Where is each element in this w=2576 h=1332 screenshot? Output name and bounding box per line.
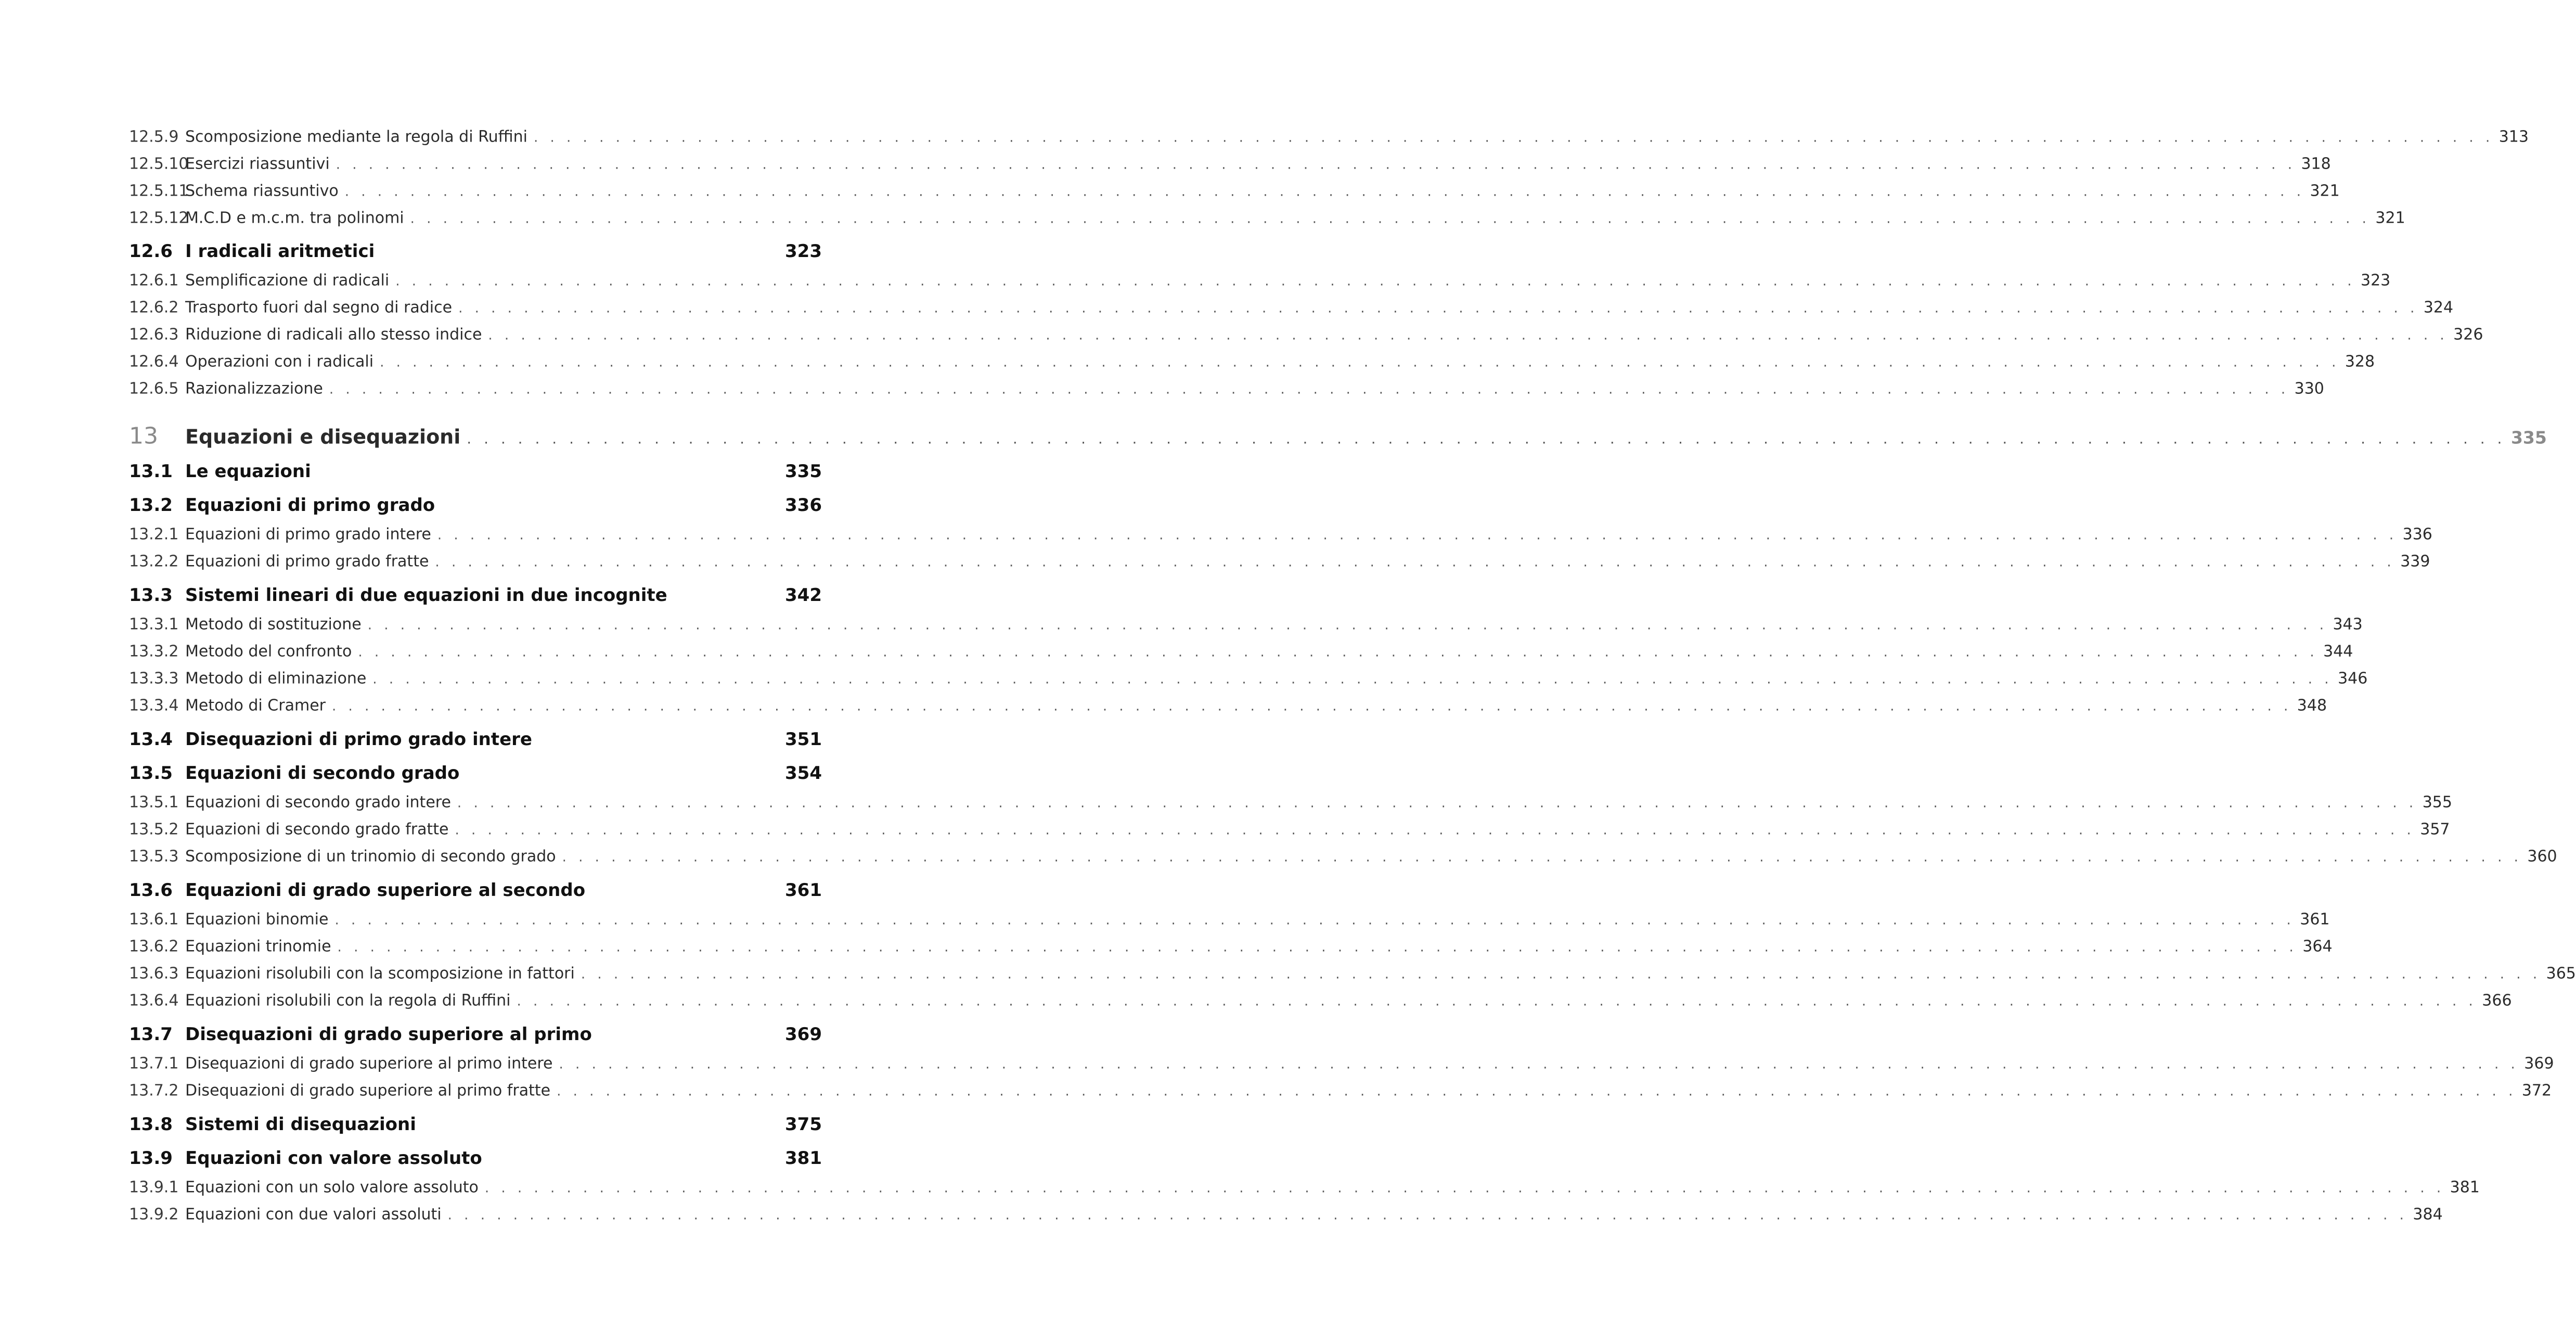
entry-title: Sistemi di disequazioni: [185, 1114, 416, 1135]
entry-page-number: 361: [785, 880, 822, 901]
entry-page-number: 318: [2301, 155, 2331, 173]
entry-number: 13.9: [129, 1148, 173, 1169]
entry-page-number: 323: [785, 241, 822, 262]
entry-number: 13.2: [129, 495, 173, 516]
entry-page-number: 335: [2510, 427, 2547, 448]
entry-number: 13.6.2: [129, 937, 179, 956]
toc-section-entry[interactable]: [129, 1148, 822, 1169]
entry-number: 13.5.2: [129, 820, 179, 839]
entry-page-number: 348: [2297, 696, 2327, 715]
entry-page-number: 369: [2524, 1054, 2554, 1073]
entry-page-number: 346: [2338, 669, 2368, 688]
entry-title: Metodo di eliminazione: [185, 669, 367, 688]
entry-page-number: 344: [2323, 642, 2353, 661]
entry-number: 12.5.12: [129, 209, 189, 227]
dot-leader: . . . . . . . . . . . . . . . . . . . . . . . . . . . . . . . . . . . . . . . . . . . . . . . . . . . . . . . . . . . . . . . . . . . . . . . . . . . . . . . . . . . . . . . . . . . . . . . . . . . . . . . . . . . . . . . . . . . . . . . .: [517, 993, 2477, 1009]
entry-number: 12.6: [129, 241, 173, 262]
dot-leader: . . . . . . . . . . . . . . . . . . . . . . . . . . . . . . . . . . . . . . . . . . . . . . . . . . . . . . . . . . . . . . . . . . . . . . . . . . . . . . . . . . . . . . . . . . . . . . . . . . . . . . . . . . . . . . . . . . . . . . . .: [395, 273, 2355, 289]
entry-title: Equazioni di secondo grado: [185, 763, 460, 784]
entry-title: Le equazioni: [185, 461, 311, 482]
toc-section-entry[interactable]: [129, 880, 822, 901]
toc-section-entry[interactable]: [129, 241, 822, 262]
entry-page-number: 372: [2521, 1081, 2552, 1100]
entry-title: Scomposizione mediante la regola di Ruffini: [185, 127, 527, 146]
entry-title: Disequazioni di primo grado intere: [185, 729, 532, 750]
entry-page-number: 343: [2333, 615, 2363, 634]
dot-leader: . . . . . . . . . . . . . . . . . . . . . . . . . . . . . . . . . . . . . . . . . . . . . . . . . . . . . . . . . . . . . . . . . . . . . . . . . . . . . . . . . . . . . . . . . . . . . . . . . . . . . . . . . . . . . . . . . . . . . . . .: [337, 939, 2298, 955]
entry-page-number: 351: [785, 729, 822, 750]
entry-title: Equazioni binomie: [185, 910, 329, 929]
entry-title: Schema riassuntivo: [185, 182, 339, 200]
entry-title: Equazioni trinomie: [185, 937, 331, 956]
toc-subsection-entry[interactable]: [129, 379, 2324, 398]
entry-title: Equazioni risolubili con la scomposizione in fattori: [185, 964, 575, 983]
dot-leader: . . . . . . . . . . . . . . . . . . . . . . . . . . . . . . . . . . . . . . . . . . . . . . . . . . . . . . . . . . . . . . . . . . . . . . . . . . . . . . . . . . . . . . . . . . . . . . . . . . . . . . . . . . . . . . . . . . . . . . . .: [380, 354, 2340, 370]
toc-subsection-entry[interactable]: [129, 820, 2450, 839]
toc-subsection-entry[interactable]: [129, 155, 2331, 173]
entry-number: 13.4: [129, 729, 173, 750]
entry-number: 12.6.1: [129, 271, 179, 290]
toc-subsection-entry[interactable]: [129, 182, 2340, 200]
dot-leader: . . . . . . . . . . . . . . . . . . . . . . . . . . . . . . . . . . . . . . . . . . . . . . . . . . . . . . . . . . . . . . . . . . . . . . . . . . . . . . . . . . . . . . . . . . . . . . . . . . . . . . . . . . . . . . . . . . . . . . . .: [484, 1180, 2445, 1196]
entry-page-number: 354: [785, 763, 822, 784]
entry-number: 13.7.2: [129, 1081, 179, 1100]
entry-title: Equazioni con un solo valore assoluto: [185, 1178, 479, 1197]
entry-title: Sistemi lineari di due equazioni in due incognite: [185, 585, 667, 606]
entry-page-number: 328: [2345, 352, 2375, 371]
toc-subsection-entry[interactable]: [129, 352, 2375, 371]
entry-number: 13.9.1: [129, 1178, 179, 1197]
toc-section-entry[interactable]: [129, 1024, 822, 1045]
toc-section-entry[interactable]: [129, 1114, 822, 1135]
entry-title: Equazioni con due valori assoluti: [185, 1205, 442, 1224]
entry-page-number: 324: [2423, 298, 2454, 317]
entry-page-number: 361: [2300, 910, 2330, 929]
entry-title: Disequazioni di grado superiore al primo fratte: [185, 1081, 551, 1100]
dot-leader: . . . . . . . . . . . . . . . . . . . . . . . . . . . . . . . . . . . . . . . . . . . . . . . . . . . . . . . . . . . . . . . . . . . . . . . . . . . . . . . . . . . . . . . . . . . . . . . . . . . . . . . . . . . . . . . . . . . . . . . .: [557, 1083, 2517, 1099]
entry-number: 13.6.1: [129, 910, 179, 929]
entry-title: Trasporto fuori dal segno di radice: [185, 298, 453, 317]
entry-page-number: 313: [2498, 127, 2529, 146]
entry-page-number: 335: [785, 461, 822, 482]
entry-title: Disequazioni di grado superiore al primo: [185, 1024, 592, 1045]
toc-subsection-entry[interactable]: [129, 1178, 2480, 1197]
entry-page-number: 330: [2294, 379, 2324, 398]
toc-subsection-entry[interactable]: [129, 696, 2327, 715]
entry-number: 12.5.9: [129, 127, 179, 146]
entry-title: Metodo di sostituzione: [185, 615, 362, 634]
toc-subsection-entry[interactable]: [129, 325, 2483, 344]
toc-subsection-entry[interactable]: [129, 1081, 2552, 1100]
entry-number: 13.7: [129, 1024, 173, 1045]
toc-subsection-entry[interactable]: [129, 209, 2405, 227]
dot-leader: . . . . . . . . . . . . . . . . . . . . . . . . . . . . . . . . . . . . . . . . . . . . . . . . . . . . . . . . . . . . . . . . . . . . . . . . . . . . . . . . . . . . . . . . . . . . . . . . . . . . . . . . . . . . . . . . . . . . . . . .: [367, 617, 2328, 633]
entry-number: 12.5.11: [129, 182, 189, 200]
entry-number: 13.5.1: [129, 793, 179, 812]
entry-title: Riduzione di radicali allo stesso indice: [185, 325, 482, 344]
entry-number: 13.3.4: [129, 696, 179, 715]
toc-subsection-entry[interactable]: [129, 642, 2353, 661]
entry-title: Metodo di Cramer: [185, 696, 326, 715]
entry-number: 12.6.3: [129, 325, 179, 344]
dot-leader: . . . . . . . . . . . . . . . . . . . . . . . . . . . . . . . . . . . . . . . . . . . . . . . . . . . . . . . . . . . . . . . . . . . . . . . . . . . . . . . . . . . . . . . . . . . . . . . . . . . . . . . . . . . . . . . . . . . . . . . .: [410, 211, 2371, 227]
toc-subsection-entry[interactable]: [129, 298, 2454, 317]
entry-title: I radicali aritmetici: [185, 241, 375, 262]
entry-number: 13.3.2: [129, 642, 179, 661]
dot-leader: . . . . . . . . . . . . . . . . . . . . . . . . . . . . . . . . . . . . . . . . . . . . . . . . . . . . . . . . . . . . . . . . . . . . . . . . . . . . . . . . . . . . . . . . . . . . . . . . . . . . . . . . . . . . . . . . . . . . . . . .: [437, 527, 2398, 543]
entry-title: Esercizi riassuntivi: [185, 155, 330, 173]
toc-section-entry[interactable]: [129, 461, 822, 482]
entry-title: Equazioni con valore assoluto: [185, 1148, 482, 1169]
entry-number: 12.6.5: [129, 379, 179, 398]
entry-title: Equazioni di primo grado fratte: [185, 552, 429, 571]
dot-leader: . . . . . . . . . . . . . . . . . . . . . . . . . . . . . . . . . . . . . . . . . . . . . . . . . . . . . . . . . . . . . . . . . . . . . . . . . . . . . . . . . . . . . . . . . . . . . . . . . . . . . . . . . . . . . . . . . . . . . . . .: [562, 849, 2522, 865]
entry-page-number: 364: [2302, 937, 2333, 956]
entry-title: M.C.D e m.c.m. tra polinomi: [185, 209, 404, 227]
toc-subsection-entry[interactable]: [129, 937, 2333, 956]
dot-leader: . . . . . . . . . . . . . . . . . . . . . . . . . . . . . . . . . . . . . . . . . . . . . . . . . . . . . . . . . . . . . . . . . . . . . . . . . . . . . . . . . . . . . . . . . . . . . . . . . . . . . . . . . . . . . . . . . . . . . . . .: [467, 430, 2506, 447]
entry-page-number: 357: [2420, 820, 2450, 839]
entry-title: Equazioni di secondo grado intere: [185, 793, 451, 812]
entry-number: 13: [129, 422, 158, 450]
entry-title: Metodo del confronto: [185, 642, 352, 661]
dot-leader: . . . . . . . . . . . . . . . . . . . . . . . . . . . . . . . . . . . . . . . . . . . . . . . . . . . . . . . . . . . . . . . . . . . . . . . . . . . . . . . . . . . . . . . . . . . . . . . . . . . . . . . . . . . . . . . . . . . . . . . .: [488, 327, 2449, 343]
entry-number: 13.6: [129, 880, 173, 901]
toc-section-entry[interactable]: [129, 495, 822, 516]
entry-number: 13.1: [129, 461, 173, 482]
toc-subsection-entry[interactable]: [129, 552, 2430, 571]
toc-subsection-entry[interactable]: [129, 793, 2452, 812]
dot-leader: . . . . . . . . . . . . . . . . . . . . . . . . . . . . . . . . . . . . . . . . . . . . . . . . . . . . . . . . . . . . . . . . . . . . . . . . . . . . . . . . . . . . . . . . . . . . . . . . . . . . . . . . . . . . . . . . . . . . . . . .: [457, 795, 2417, 811]
dot-leader: . . . . . . . . . . . . . . . . . . . . . . . . . . . . . . . . . . . . . . . . . . . . . . . . . . . . . . . . . . . . . . . . . . . . . . . . . . . . . . . . . . . . . . . . . . . . . . . . . . . . . . . . . . . . . . . . . . . . . . . .: [447, 1207, 2408, 1223]
dot-leader: . . . . . . . . . . . . . . . . . . . . . . . . . . . . . . . . . . . . . . . . . . . . . . . . . . . . . . . . . . . . . . . . . . . . . . . . . . . . . . . . . . . . . . . . . . . . . . . . . . . . . . . . . . . . . . . . . . . . . . . .: [559, 1056, 2519, 1072]
toc-subsection-entry[interactable]: [129, 991, 2512, 1010]
entry-page-number: 339: [2400, 552, 2430, 571]
entry-number: 12.5.10: [129, 155, 189, 173]
entry-page-number: 381: [785, 1148, 822, 1169]
dot-leader: . . . . . . . . . . . . . . . . . . . . . . . . . . . . . . . . . . . . . . . . . . . . . . . . . . . . . . . . . . . . . . . . . . . . . . . . . . . . . . . . . . . . . . . . . . . . . . . . . . . . . . . . . . . . . . . . . . . . . . . .: [358, 644, 2319, 660]
entry-number: 13.6.4: [129, 991, 179, 1010]
entry-number: 13.3.1: [129, 615, 179, 634]
toc-subsection-entry[interactable]: [129, 271, 2391, 290]
entry-title: Equazioni di primo grado: [185, 495, 435, 516]
entry-number: 12.6.4: [129, 352, 179, 371]
toc-subsection-entry[interactable]: [129, 1054, 2554, 1073]
entry-number: 13.3.3: [129, 669, 179, 688]
entry-page-number: 360: [2527, 847, 2557, 866]
toc-subsection-entry[interactable]: [129, 127, 2529, 146]
entry-number: 13.8: [129, 1114, 173, 1135]
toc-subsection-entry[interactable]: [129, 910, 2330, 929]
entry-page-number: 342: [785, 585, 822, 606]
entry-page-number: 355: [2422, 793, 2452, 812]
toc-chapter-entry[interactable]: [129, 422, 2547, 450]
entry-number: 13.5: [129, 763, 173, 784]
dot-leader: . . . . . . . . . . . . . . . . . . . . . . . . . . . . . . . . . . . . . . . . . . . . . . . . . . . . . . . . . . . . . . . . . . . . . . . . . . . . . . . . . . . . . . . . . . . . . . . . . . . . . . . . . . . . . . . . . . . . . . . .: [344, 184, 2305, 200]
dot-leader: . . . . . . . . . . . . . . . . . . . . . . . . . . . . . . . . . . . . . . . . . . . . . . . . . . . . . . . . . . . . . . . . . . . . . . . . . . . . . . . . . . . . . . . . . . . . . . . . . . . . . . . . . . . . . . . . . . . . . . . .: [329, 381, 2289, 398]
entry-title: Equazioni e disequazioni: [185, 425, 461, 449]
entry-page-number: 366: [2482, 991, 2512, 1010]
entry-page-number: 336: [785, 495, 822, 516]
entry-page-number: 384: [2413, 1205, 2443, 1224]
entry-title: Scomposizione di un trinomio di secondo grado: [185, 847, 556, 866]
toc-section-entry[interactable]: [129, 763, 822, 784]
entry-title: Equazioni di secondo grado fratte: [185, 820, 449, 839]
dot-leader: . . . . . . . . . . . . . . . . . . . . . . . . . . . . . . . . . . . . . . . . . . . . . . . . . . . . . . . . . . . . . . . . . . . . . . . . . . . . . . . . . . . . . . . . . . . . . . . . . . . . . . . . . . . . . . . . . . . . . . . .: [533, 130, 2494, 146]
entry-title: Equazioni di grado superiore al secondo: [185, 880, 586, 901]
entry-page-number: 323: [2360, 271, 2391, 290]
entry-number: 13.7.1: [129, 1054, 179, 1073]
dot-leader: . . . . . . . . . . . . . . . . . . . . . . . . . . . . . . . . . . . . . . . . . . . . . . . . . . . . . . . . . . . . . . . . . . . . . . . . . . . . . . . . . . . . . . . . . . . . . . . . . . . . . . . . . . . . . . . . . . . . . . . .: [455, 822, 2415, 838]
entry-page-number: 321: [2375, 209, 2405, 227]
toc-section-entry[interactable]: [129, 729, 822, 750]
dot-leader: . . . . . . . . . . . . . . . . . . . . . . . . . . . . . . . . . . . . . . . . . . . . . . . . . . . . . . . . . . . . . . . . . . . . . . . . . . . . . . . . . . . . . . . . . . . . . . . . . . . . . . . . . . . . . . . . . . . . . . . .: [581, 966, 2541, 982]
entry-number: 13.2.1: [129, 525, 179, 544]
entry-title: Operazioni con i radicali: [185, 352, 374, 371]
entry-title: Disequazioni di grado superiore al primo intere: [185, 1054, 553, 1073]
toc-subsection-entry[interactable]: [129, 847, 2557, 866]
entry-number: 13.6.3: [129, 964, 179, 983]
entry-page-number: 326: [2453, 325, 2483, 344]
dot-leader: . . . . . . . . . . . . . . . . . . . . . . . . . . . . . . . . . . . . . . . . . . . . . . . . . . . . . . . . . . . . . . . . . . . . . . . . . . . . . . . . . . . . . . . . . . . . . . . . . . . . . . . . . . . . . . . . . . . . . . . .: [336, 157, 2296, 173]
entry-title: Equazioni di primo grado intere: [185, 525, 431, 544]
toc-subsection-entry[interactable]: [129, 669, 2368, 688]
entry-page-number: 375: [785, 1114, 822, 1135]
entry-page-number: 336: [2402, 525, 2432, 544]
toc-subsection-entry[interactable]: [129, 525, 2432, 544]
entry-page-number: 381: [2450, 1178, 2480, 1197]
entry-number: 12.6.2: [129, 298, 179, 317]
dot-leader: . . . . . . . . . . . . . . . . . . . . . . . . . . . . . . . . . . . . . . . . . . . . . . . . . . . . . . . . . . . . . . . . . . . . . . . . . . . . . . . . . . . . . . . . . . . . . . . . . . . . . . . . . . . . . . . . . . . . . . . .: [334, 912, 2295, 928]
entry-number: 13.2.2: [129, 552, 179, 571]
entry-title: Equazioni risolubili con la regola di Ruffini: [185, 991, 511, 1010]
entry-number: 13.5.3: [129, 847, 179, 866]
dot-leader: . . . . . . . . . . . . . . . . . . . . . . . . . . . . . . . . . . . . . . . . . . . . . . . . . . . . . . . . . . . . . . . . . . . . . . . . . . . . . . . . . . . . . . . . . . . . . . . . . . . . . . . . . . . . . . . . . . . . . . . .: [332, 698, 2292, 714]
dot-leader: . . . . . . . . . . . . . . . . . . . . . . . . . . . . . . . . . . . . . . . . . . . . . . . . . . . . . . . . . . . . . . . . . . . . . . . . . . . . . . . . . . . . . . . . . . . . . . . . . . . . . . . . . . . . . . . . . . . . . . . .: [372, 671, 2333, 687]
entry-number: 13.3: [129, 585, 173, 606]
entry-title: Semplificazione di radicali: [185, 271, 390, 290]
dot-leader: . . . . . . . . . . . . . . . . . . . . . . . . . . . . . . . . . . . . . . . . . . . . . . . . . . . . . . . . . . . . . . . . . . . . . . . . . . . . . . . . . . . . . . . . . . . . . . . . . . . . . . . . . . . . . . . . . . . . . . . .: [458, 300, 2418, 316]
entry-title: Razionalizzazione: [185, 379, 323, 398]
toc-subsection-entry[interactable]: [129, 964, 2576, 983]
toc-subsection-entry[interactable]: [129, 615, 2363, 634]
toc-section-entry[interactable]: [129, 585, 822, 606]
dot-leader: . . . . . . . . . . . . . . . . . . . . . . . . . . . . . . . . . . . . . . . . . . . . . . . . . . . . . . . . . . . . . . . . . . . . . . . . . . . . . . . . . . . . . . . . . . . . . . . . . . . . . . . . . . . . . . . . . . . . . . . .: [435, 554, 2395, 570]
toc-subsection-entry[interactable]: [129, 1205, 2443, 1224]
entry-number: 13.9.2: [129, 1205, 179, 1224]
entry-page-number: 365: [2546, 964, 2576, 983]
entry-page-number: 321: [2310, 182, 2340, 200]
entry-page-number: 369: [785, 1024, 822, 1045]
